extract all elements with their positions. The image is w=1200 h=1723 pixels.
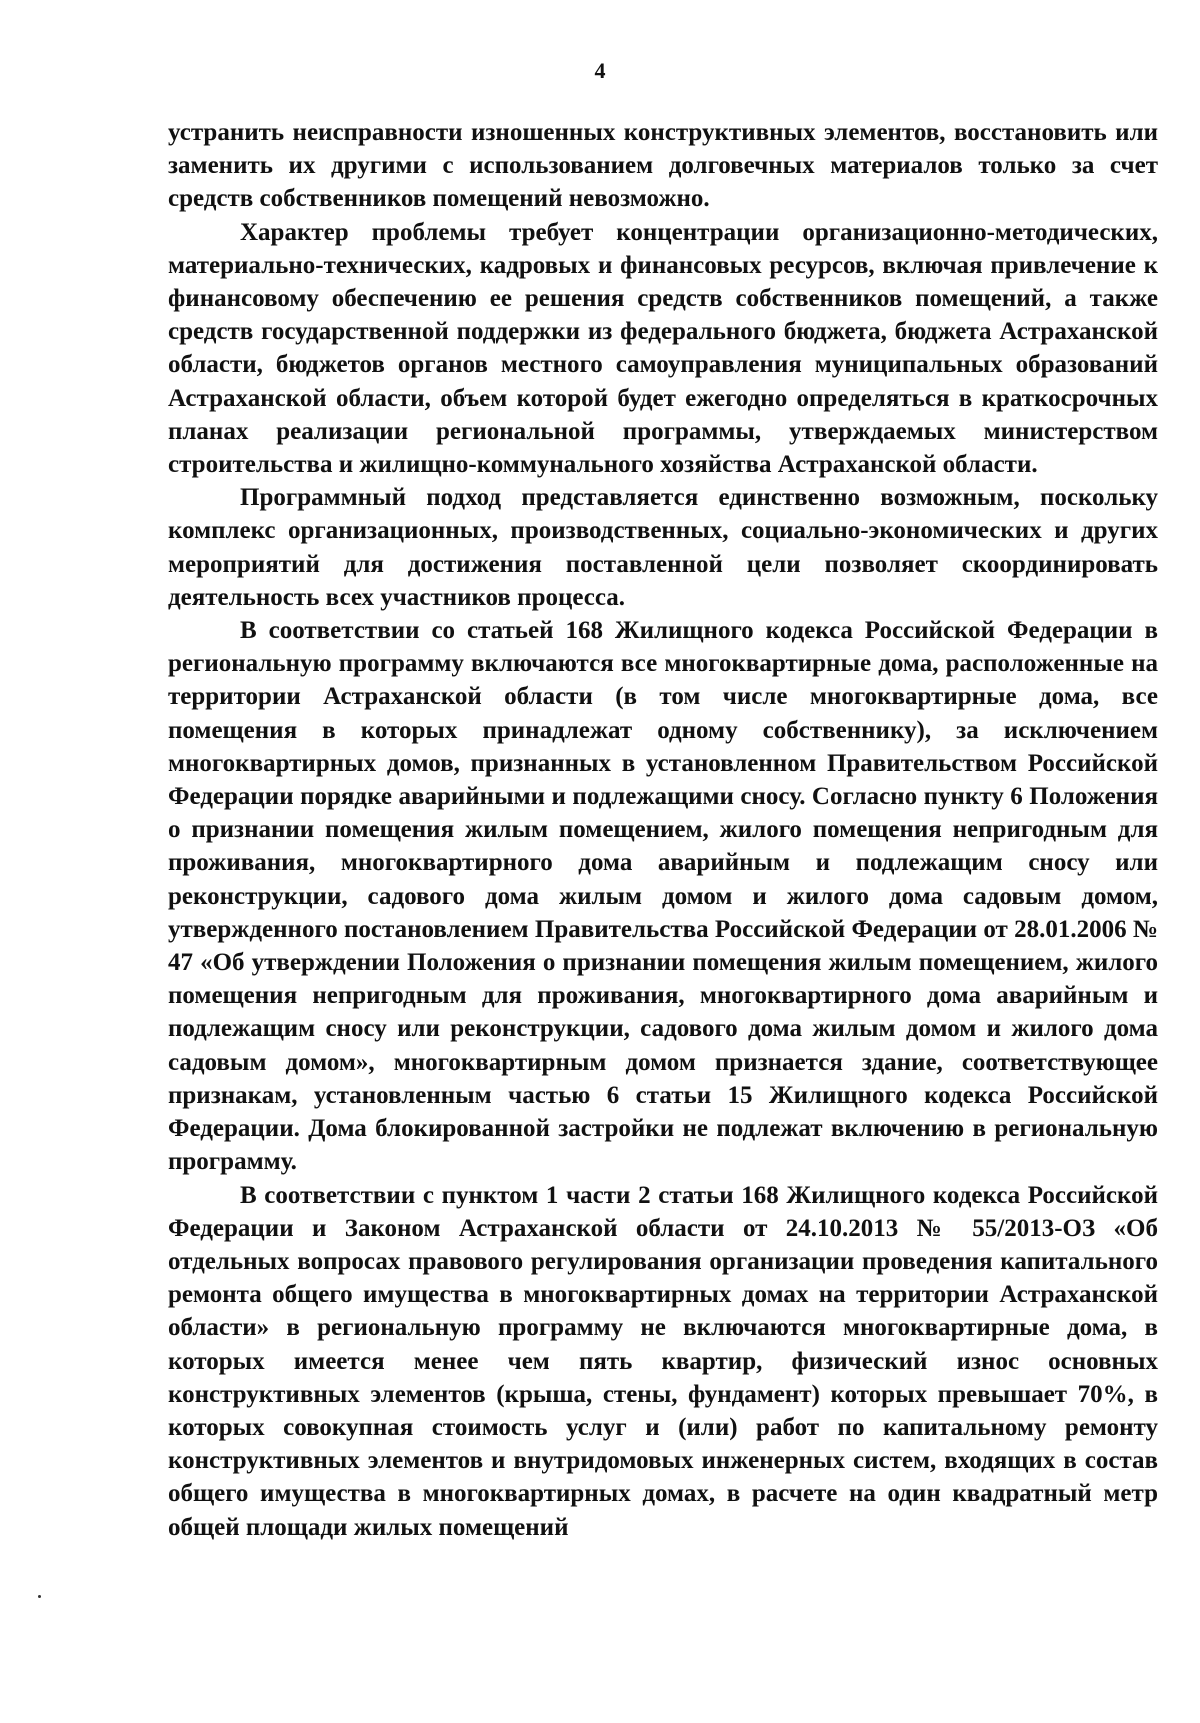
paragraph: В соответствии с пунктом 1 части 2 статьи 168 Жилищного кодекса Российской Федерации и Законом Астраханской области от 24.10.2013 № 55/2013-ОЗ «Об отдельных вопросах правового регулирования организации проведения капитального ремонта общего имущества в многоквартирных домах на территории Астраханской области» в региональную программу не включаются многоквартирные дома, в которых имеется менее чем пять квартир, физический износ основных конструктивных элементов (крыша, стены, фундамент) которых превышает 70%, в которых совокупная стоимость услуг и (или) работ по капитальному ремонту конструктивных элементов и внутридомовых инженерных систем, входящих в состав общего имущества в многоквартирных домах, в расчете на один квадратный метр общей площади жилых помещений [168, 1181, 1158, 1541]
paragraph: В соответствии со статьей 168 Жилищного кодекса Российской Федерации в региональную программу включаются все многоквартирные дома, расположенные на территории Астраханской области (в том числе многоквартирные дома, все помещения в которых принадлежат одному собственнику), за исключением многоквартирных домов, признанных в установленном Правительством Российской Федерации порядке аварийными и подлежащими сносу. Согласно пункту 6 Положения о признании помещения жилым помещением, жилого помещения непригодным для проживания, многоквартирного дома аварийным и подлежащим сносу или реконструкции, садового дома жилым домом и жилого дома садовым домом, утвержденного постановлением Правительства Российской Федерации от 28.01.2006 № 47 «Об утверждении Положения о признании помещения жилым помещением, жилого помещения непригодным для проживания, многоквартирного дома аварийным и подлежащим сносу или реконструкции, садового дома жилым домом и жилого дома садовым домом», многоквартирным домом признается здание, соответствующее признакам, установленным частью 6 статьи 15 Жилищного кодекса Российской Федерации. Дома блокированной застройки не подлежат включению в региональную программу. [168, 617, 1158, 1176]
page-number: 4 [594, 58, 606, 83]
document-body [168, 116, 1158, 1544]
paragraph: Программный подход представляется единственно возможным, поскольку комплекс организационных, производственных, социально-экономических и других мероприятий для достижения поставленной цели позволяет скоординировать деятельность всех участников процесса. [168, 484, 1158, 611]
scan-speck [38, 1595, 41, 1598]
paragraph: Характер проблемы требует концентрации организационно-методических, материально-технических, кадровых и финансовых ресурсов, включая привлечение к финансовому обеспечению ее решения средств собственников помещений, а также средств государственной поддержки из федерального бюджета, бюджета Астраханской области, бюджетов органов местного самоуправления муниципальных образований Астраханской области, объем которой будет ежегодно определяться в краткосрочных планах реализации региональной программы, утверждаемых министерством строительства и жилищно-коммунального хозяйства Астраханской области. [168, 218, 1158, 479]
paragraph-continuation: устранить неисправности изношенных конструктивных элементов, восстановить или заменить их другими с использованием долговечных материалов только за счет средств собственников помещений невозможно. [168, 119, 1158, 213]
